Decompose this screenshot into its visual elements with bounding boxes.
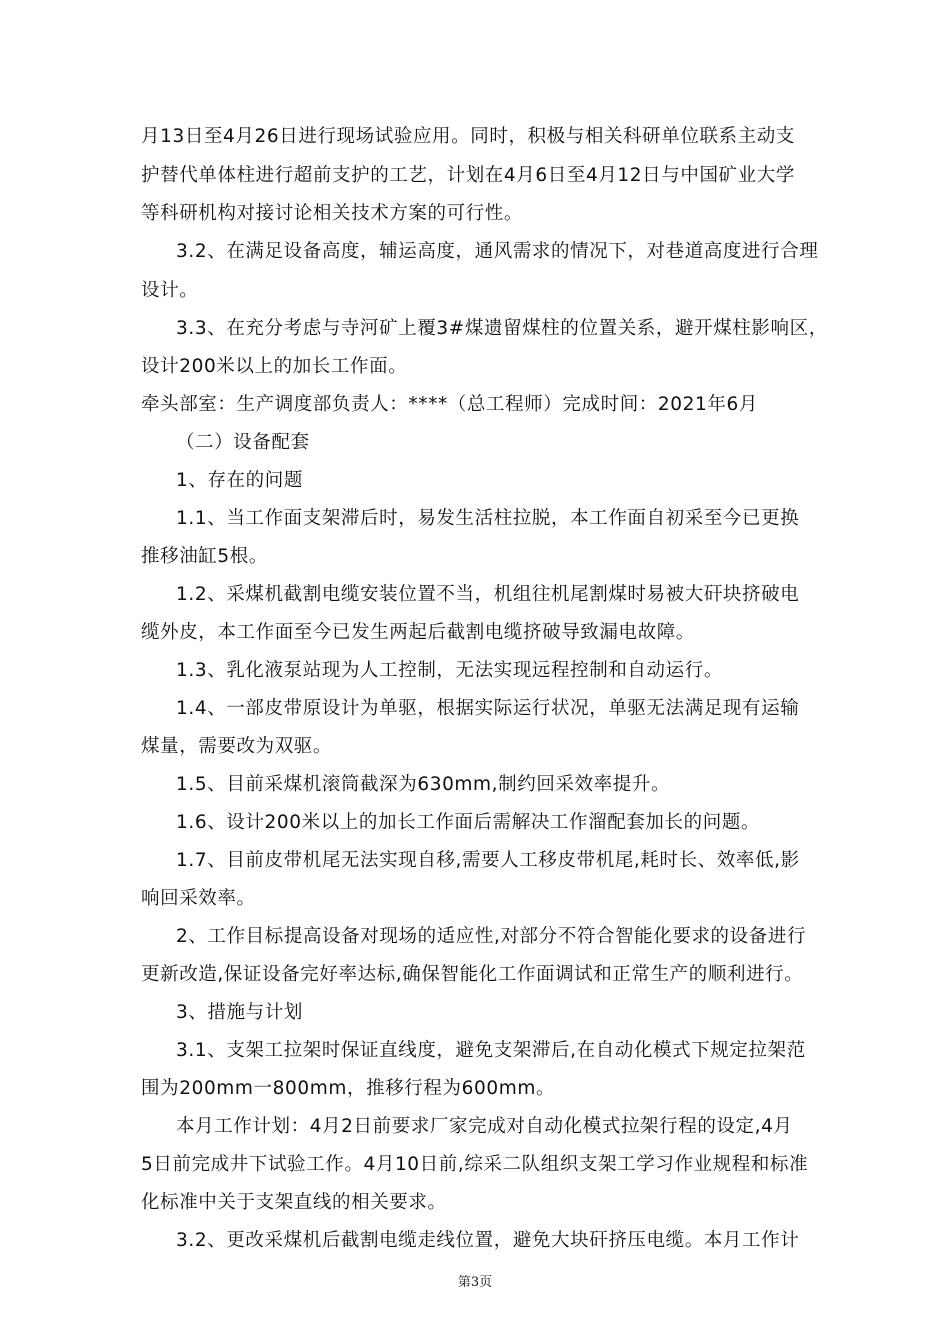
text-line: 设计。 [141,280,199,301]
text-line: 本月工作计划：4月2日前要求厂家完成对自动化模式拉架行程的设定,4月 [176,1116,793,1137]
text-line: 月13日至4月26日进行现场试验应用。同时，积极与相关科研单位联系主动支 [141,126,795,147]
text-line: 等科研机构对接讨论相关技术方案的可行性。 [141,203,524,224]
text-line: 响回采效率。 [141,888,256,909]
subsection-heading: 3、措施与计划 [176,1002,303,1023]
text-line: 1.4、一部皮带原设计为单驱，根据实际运行状况，单驱无法满足现有运输 [176,698,800,719]
text-line: 推移油缸5根。 [141,546,268,567]
text-line: 1.3、乳化液泵站现为人工控制，无法实现远程控制和自动运行。 [176,660,723,681]
text-line: 更新改造,保证设备完好率达标,确保智能化工作面调试和正常生产的顺利进行。 [141,964,804,985]
text-line: 牵头部室：生产调度部负责人：****（总工程师）完成时间：2021年6月 [141,394,758,415]
text-line: 化标准中关于支架直线的相关要求。 [141,1192,447,1213]
text-line: 3.2、更改采煤机后截割电缆走线位置，避免大块矸挤压电缆。本月工作计 [176,1230,800,1251]
text-line: 2、工作目标提高设备对现场的适应性,对部分不符合智能化要求的设备进行 [176,926,807,947]
text-line: 围为200mm一800mm，推移行程为600mm。 [141,1078,556,1099]
text-line: 1.5、目前采煤机滚筒截深为630mm,制约回采效率提升。 [176,774,671,795]
text-line: 1.7、目前皮带机尾无法实现自移,需要人工移皮带机尾,耗时长、效率低,影 [176,850,800,871]
text-line: 3.2、在满足设备高度，辅运高度，通风需求的情况下，对巷道高度进行合理 [176,241,819,262]
text-line: 设计200米以上的加长工作面。 [141,356,408,377]
text-line: 1.6、设计200米以上的加长工作面后需解决工作溜配套加长的问题。 [176,812,761,833]
subsection-heading: 1、存在的问题 [176,470,303,491]
text-line: 3.1、支架工拉架时保证直线度，避免支架滞后,在自动化模式下规定拉架范 [176,1040,806,1061]
text-line: 缆外皮，本工作面至今已发生两起后截割电缆挤破导致漏电故障。 [141,622,695,643]
page-number: 第3页 [457,1275,493,1290]
text-line: 1.2、采煤机截割电缆安装位置不当，机组往机尾割煤时易被大矸块挤破电 [176,584,800,605]
section-heading: （二）设备配套 [176,432,310,453]
text-line: 3.3、在充分考虑与寺河矿上覆3#煤遗留煤柱的位置关系，避开煤柱影响区， [176,318,828,339]
text-line: 护替代单体柱进行超前支护的工艺，计划在4月6日至4月12日与中国矿业大学 [141,165,795,186]
text-line: 1.1、当工作面支架滞后时，易发生活柱拉脱，本工作面自初采至今已更换 [176,508,800,529]
text-line: 煤量，需要改为双驱。 [141,736,333,757]
text-line: 5日前完成井下试验工作。4月10日前,综采二队组织支架工学习作业规程和标准 [141,1154,809,1175]
